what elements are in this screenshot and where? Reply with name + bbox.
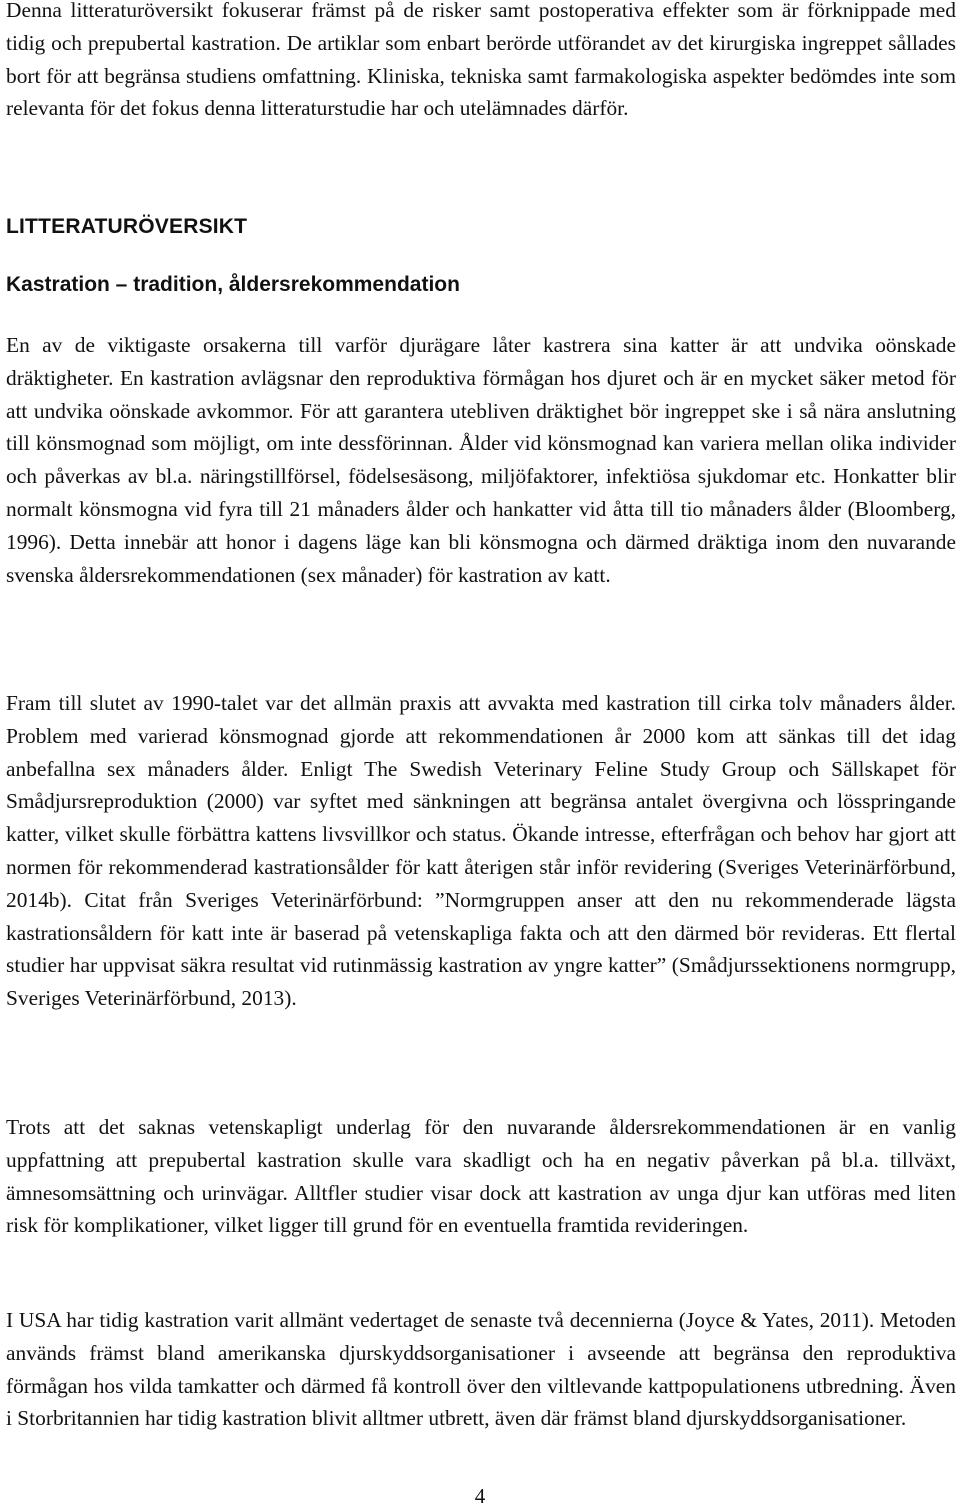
page-number: 4 (474, 1484, 486, 1508)
subsection-heading: Kastration – tradition, åldersrekommendation (6, 273, 460, 296)
body-paragraph-2: Fram till slutet av 1990-talet var det allmän praxis att avvakta med kastration till cirka tolv månaders ålder. Problem med varierad könsmognad gjorde att rekommendationen år 2000 kom att sänkas till det idag anbefallna sex månaders ålder. Enligt The Swedish Veterinary Feline Study Group och Sällskapet för Smådjursreproduktion (2000) var syftet med sänkningen att begränsa antalet övergivna och lösspringande katter, vilket skulle förbättra kattens livsvillkor och status. Ökande intresse, efterfrågan och behov har gjort att normen för rekommenderad kastrationsålder för katt återigen står inför revidering (Sveriges Veterinärförbund, 2014b). Citat från Sveriges Veterinärförbund: ”Normgruppen anser att den nu rekommenderade lägsta kastrationsåldern för katt inte är baserad på vetenskapliga fakta och att den därmed bör revideras. Ett flertal studier har uppvisat säkra resultat vid rutinmässig kastration av yngre katter” (Smådjurssektionens normgrupp, Sveriges Veterinärförbund, 2013). (6, 691, 956, 1011)
intro-paragraph: Denna litteraturöversikt fokuserar främst på de risker samt postoperativa effekter som är förknippade med tidig och prepubertal kastration. De artiklar som enbart berörde utförandet av det kirurgiska ingreppet sållades bort för att begränsa studiens omfattning. Kliniska, tekniska samt farmakologiska aspekter bedömdes inte som relevanta för det fokus denna litteraturstudie har och utelämnades därför. (6, 0, 956, 121)
section-heading: LITTERATURÖVERSIKT (6, 215, 248, 238)
body-paragraph-3: Trots att det saknas vetenskapligt underlag för den nuvarande åldersrekommendationen är en vanlig uppfattning att prepubertal kastration skulle vara skadligt och ha en negativ påverkan på bl.a. tillväxt, ämnesomsättning och urinvägar. Alltfler studier visar dock att kastration av unga djur kan utföras med liten risk för komplikationer, vilket ligger till grund för en eventuella framtida revideringen. (6, 1115, 956, 1238)
body-paragraph-1: En av de viktigaste orsakerna till varför djurägare låter kastrera sina katter är att undvika oönskade dräktigheter. En kastration avlägsnar den reproduktiva förmågan hos djuret och är en mycket säker metod för att undvika oönskade avkommor. För att garantera utebliven dräktighet bör ingreppet ske i så nära anslutning till könsmognad som möjligt, om inte dessförinnan. Ålder vid könsmognad kan variera mellan olika individer och påverkas av bl.a. näringstillförsel, födelsesäsong, miljöfaktorer, infektiösa sjukdomar etc. Honkatter blir normalt könsmogna vid fyra till 21 månaders ålder och hankatter vid åtta till tio månaders ålder (Bloomberg, 1996). Detta innebär att honor i dagens läge kan bli könsmogna och därmed dräktiga inom den nuvarande svenska åldersrekommendationen (sex månader) för kastration av katt. (6, 333, 956, 587)
body-paragraph-4: I USA har tidig kastration varit allmänt vedertaget de senaste två decennierna (Joyce & Yates, 2011). Metoden används främst bland amerikanska djurskyddsorganisationer i avseende att begränsa den reproduktiva förmågan hos vilda tamkatter och därmed få kontroll över den viltlevande kattpopulationens utbredning. Även i Storbritannien har tidig kastration blivit alltmer utbrett, även där främst bland djurskyddsorganisationer. (6, 1308, 956, 1431)
